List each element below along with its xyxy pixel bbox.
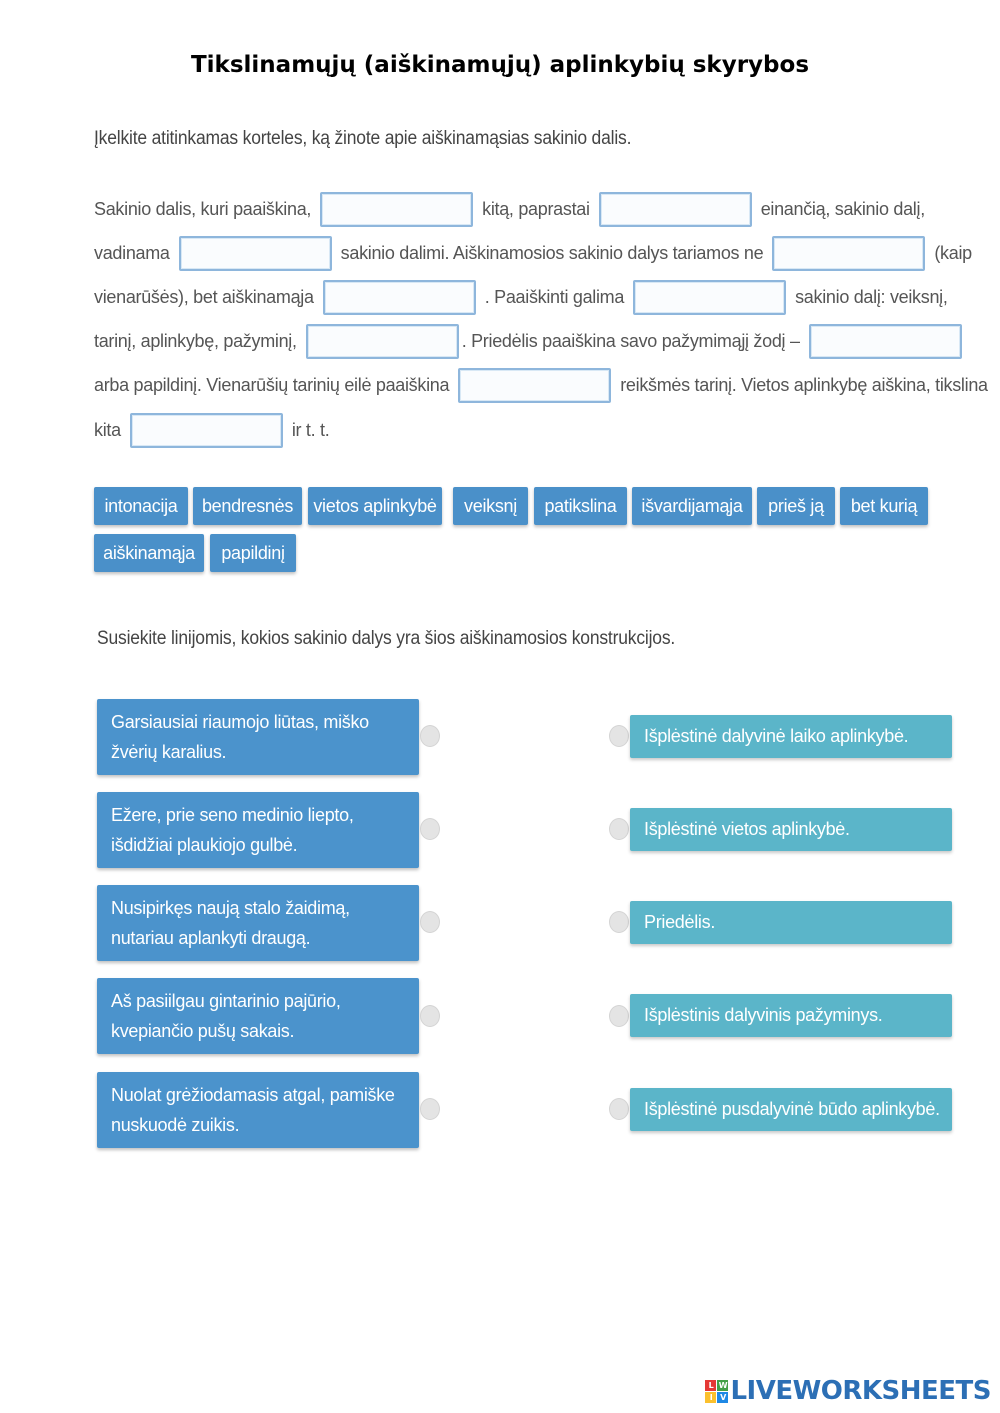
right-connector-dot[interactable] bbox=[609, 1005, 629, 1027]
liveworksheets-logo-icon bbox=[705, 1380, 728, 1403]
paragraph-line-5 bbox=[94, 368, 988, 402]
paragraph-line-6 bbox=[94, 413, 329, 447]
drag-card[interactable]: aiškinamąja bbox=[94, 534, 204, 572]
right-match-item[interactable]: Išplėstinė vietos aplinkybė. bbox=[630, 808, 952, 851]
left-match-item[interactable]: Aš pasiilgau gintarinio pajūrio, kvepiančio pušų sakais. bbox=[97, 978, 419, 1054]
paragraph-text: (kaip bbox=[934, 242, 972, 263]
instruction-match-lines: Susiekite linijomis, kokios sakinio dalys yra šios aiškinamosios konstrukcijos. bbox=[97, 628, 676, 649]
paragraph-text: ir t. t. bbox=[291, 419, 330, 440]
paragraph-text: vadinama bbox=[94, 242, 170, 263]
paragraph-text: arba papildinį. Vienarūšių tarinių eilė paaiškina bbox=[94, 374, 450, 395]
drop-blank-5[interactable] bbox=[323, 280, 476, 315]
logo-letter: I bbox=[705, 1392, 716, 1403]
paragraph-text: vienarūšės), bet aiškinamąja bbox=[94, 286, 314, 307]
paragraph-line-3 bbox=[94, 280, 948, 314]
paragraph-text: tarinį, aplinkybę, pažyminį, bbox=[94, 330, 297, 351]
drag-card[interactable]: prieš ją bbox=[757, 487, 835, 525]
right-match-item[interactable]: Išplėstinė dalyvinė laiko aplinkybė. bbox=[630, 715, 952, 758]
right-connector-dot[interactable] bbox=[609, 911, 629, 933]
paragraph-text: . Paaiškinti galima bbox=[484, 286, 625, 307]
paragraph-line-4 bbox=[94, 324, 971, 358]
paragraph-text: kita bbox=[94, 419, 121, 440]
drop-blank-8[interactable] bbox=[809, 324, 962, 359]
logo-letter: V bbox=[717, 1392, 728, 1403]
paragraph-text: reikšmės tarinį. Vietos aplinkybę aiškina, tikslina bbox=[620, 374, 988, 395]
paragraph-text: sakinio dalimi. Aiškinamosios sakinio dalys tariamos ne bbox=[340, 242, 764, 263]
left-match-item[interactable]: Ežere, prie seno medinio liepto, išdidžiai plaukiojo gulbė. bbox=[97, 792, 419, 868]
left-connector-dot[interactable] bbox=[420, 1098, 440, 1120]
drop-blank-10[interactable] bbox=[130, 413, 283, 448]
paragraph-line-2 bbox=[94, 236, 972, 270]
paragraph-text: sakinio dalį: veiksnį, bbox=[795, 286, 948, 307]
drag-card[interactable]: patikslina bbox=[534, 487, 627, 525]
drop-blank-2[interactable] bbox=[599, 192, 752, 227]
right-match-item[interactable]: Priedėlis. bbox=[630, 901, 952, 944]
drag-card[interactable]: bet kurią bbox=[840, 487, 928, 525]
left-match-item[interactable]: Nuolat grėžiodamasis atgal, pamiške nuskuodė zuikis. bbox=[97, 1072, 419, 1148]
drop-blank-7[interactable] bbox=[306, 324, 459, 359]
liveworksheets-brand bbox=[705, 1376, 991, 1406]
left-connector-dot[interactable] bbox=[420, 818, 440, 840]
drag-card[interactable]: veiksnį bbox=[453, 487, 528, 525]
drop-blank-1[interactable] bbox=[320, 192, 473, 227]
right-connector-dot[interactable] bbox=[609, 725, 629, 747]
left-connector-dot[interactable] bbox=[420, 911, 440, 933]
paragraph-text: kitą, paprastai bbox=[482, 198, 590, 219]
right-match-item[interactable]: Išplėstinis dalyvinis pažyminys. bbox=[630, 994, 952, 1037]
logo-letter: L bbox=[705, 1380, 716, 1391]
left-connector-dot[interactable] bbox=[420, 725, 440, 747]
brand-text: LIVEWORKSHEETS bbox=[730, 1376, 991, 1406]
right-connector-dot[interactable] bbox=[609, 1098, 629, 1120]
drag-card[interactable]: vietos aplinkybė bbox=[308, 487, 442, 525]
right-match-item[interactable]: Išplėstinė pusdalyvinė būdo aplinkybė. bbox=[630, 1088, 952, 1131]
drop-blank-4[interactable] bbox=[772, 236, 925, 271]
drag-card[interactable]: išvardijamąja bbox=[632, 487, 752, 525]
page-title: Tikslinamųjų (aiškinamųjų) aplinkybių skyrybos bbox=[190, 52, 810, 78]
drag-card[interactable]: papildinį bbox=[210, 534, 296, 572]
logo-letter: W bbox=[718, 1380, 728, 1390]
drop-blank-9[interactable] bbox=[458, 368, 611, 403]
instruction-drag-cards: Įkelkite atitinkamas korteles, ką žinote apie aiškinamąsias sakinio dalis. bbox=[94, 128, 632, 149]
paragraph-text: . Priedėlis paaiškina savo pažymimąjį žodį – bbox=[461, 330, 800, 351]
paragraph-text: einančią, sakinio dalį, bbox=[760, 198, 925, 219]
drag-card[interactable]: intonacija bbox=[94, 487, 188, 525]
left-match-item[interactable]: Garsiausiai riaumojo liūtas, miško žvėrių karalius. bbox=[97, 699, 419, 775]
left-match-item[interactable]: Nusipirkęs naują stalo žaidimą, nutariau aplankyti draugą. bbox=[97, 885, 419, 961]
right-connector-dot[interactable] bbox=[609, 818, 629, 840]
left-connector-dot[interactable] bbox=[420, 1005, 440, 1027]
paragraph-line-1 bbox=[94, 192, 925, 226]
drag-card[interactable]: bendresnės bbox=[193, 487, 302, 525]
paragraph-text: Sakinio dalis, kuri paaiškina, bbox=[94, 198, 312, 219]
drop-blank-6[interactable] bbox=[633, 280, 786, 315]
drop-blank-3[interactable] bbox=[179, 236, 332, 271]
